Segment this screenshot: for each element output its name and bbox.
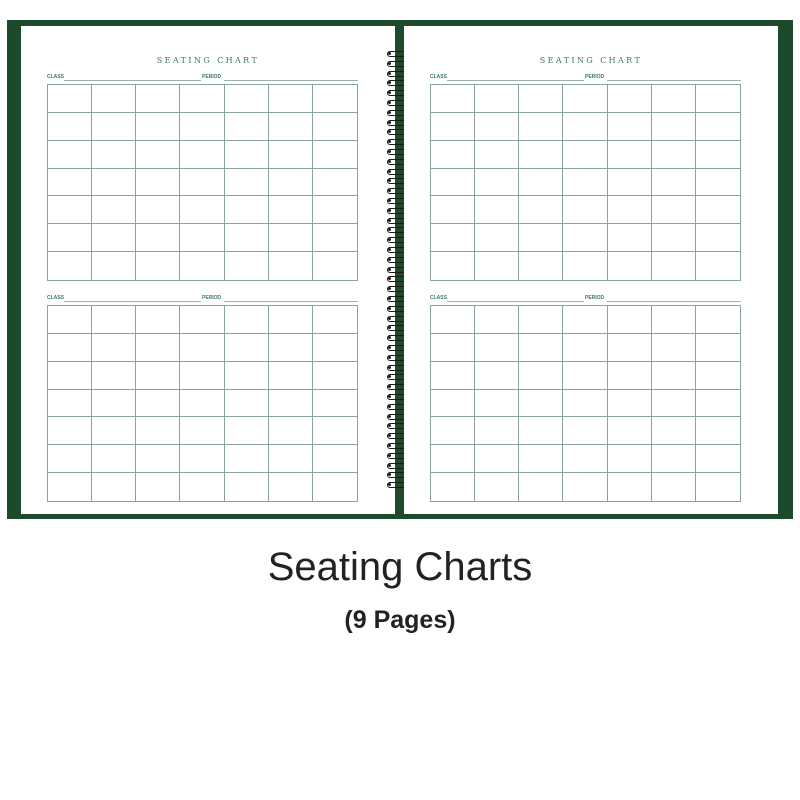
seat-cell [225,334,269,362]
seat-cell [48,306,92,334]
seat-cell [519,473,563,501]
seat-cell [431,224,475,252]
seat-cell [136,473,180,501]
seat-cell [180,224,224,252]
seat-cell [269,85,313,113]
seat-cell [48,390,92,418]
seat-cell [48,252,92,280]
seat-cell [563,306,607,334]
seat-cell [519,334,563,362]
seat-cell [563,196,607,224]
seat-cell [180,362,224,390]
seat-cell [652,141,696,169]
seat-cell [563,113,607,141]
seat-cell [431,390,475,418]
seat-cell [48,85,92,113]
seat-cell [180,85,224,113]
period-write-line [607,301,741,302]
seat-cell [475,306,519,334]
seat-cell [519,417,563,445]
seat-cell [225,362,269,390]
class-write-line [64,80,201,81]
seating-grid [47,305,358,502]
seat-cell [519,85,563,113]
seat-cell [180,417,224,445]
seat-cell [136,85,180,113]
seat-cell [652,169,696,197]
seat-cell [180,196,224,224]
seat-cell [431,445,475,473]
seat-cell [696,113,740,141]
seat-cell [92,306,136,334]
seat-cell [696,224,740,252]
seat-cell [563,390,607,418]
seat-cell [431,113,475,141]
class-label: CLASS [430,295,447,301]
seat-cell [431,169,475,197]
seat-cell [269,252,313,280]
seat-cell [48,141,92,169]
seat-cell [431,417,475,445]
seat-cell [608,169,652,197]
seat-cell [225,224,269,252]
seat-cell [48,334,92,362]
seat-cell [475,362,519,390]
seat-cell [225,141,269,169]
seat-cell [48,196,92,224]
seat-cell [92,196,136,224]
seat-cell [652,362,696,390]
seat-cell [608,334,652,362]
seat-cell [180,113,224,141]
seat-cell [92,224,136,252]
seat-cell [225,445,269,473]
period-write-line [607,80,741,81]
seat-cell [475,473,519,501]
seat-cell [431,252,475,280]
seat-cell [92,334,136,362]
seat-cell [608,85,652,113]
seat-cell [652,85,696,113]
seat-cell [696,445,740,473]
seat-cell [519,390,563,418]
class-label: CLASS [430,74,447,80]
seat-cell [608,362,652,390]
seat-cell [696,362,740,390]
seat-cell [431,141,475,169]
seat-cell [475,390,519,418]
seat-cell [92,390,136,418]
seat-cell [313,390,357,418]
seat-cell [92,169,136,197]
seat-cell [313,417,357,445]
seat-cell [92,362,136,390]
seat-cell [48,445,92,473]
caption-subtitle: (9 Pages) [344,606,456,634]
seat-cell [608,417,652,445]
seat-cell [475,334,519,362]
seat-cell [313,252,357,280]
seat-cell [475,169,519,197]
seat-cell [269,417,313,445]
seat-cell [431,85,475,113]
seat-cell [652,390,696,418]
seat-cell [563,445,607,473]
seat-cell [519,362,563,390]
seat-cell [180,445,224,473]
seat-cell [652,252,696,280]
seat-cell [136,141,180,169]
seat-cell [431,306,475,334]
seat-cell [225,196,269,224]
period-label: PERIOD [585,295,605,301]
seat-cell [136,417,180,445]
seat-cell [180,306,224,334]
seat-cell [652,445,696,473]
seat-cell [92,252,136,280]
seat-cell [269,306,313,334]
seat-cell [608,141,652,169]
seat-cell [225,113,269,141]
class-period-row [47,73,359,82]
class-label: CLASS [47,74,64,80]
seat-cell [225,85,269,113]
seat-cell [136,445,180,473]
seat-cell [92,85,136,113]
seat-cell [48,362,92,390]
seat-cell [269,224,313,252]
seat-cell [313,85,357,113]
seat-cell [563,224,607,252]
seat-cell [48,113,92,141]
seat-cell [519,252,563,280]
seat-cell [313,196,357,224]
seat-cell [652,196,696,224]
seat-cell [180,169,224,197]
seat-cell [180,473,224,501]
seating-grid [430,84,741,281]
seat-cell [475,113,519,141]
period-label: PERIOD [202,295,222,301]
seat-cell [225,473,269,501]
seat-cell [696,196,740,224]
seat-cell [269,141,313,169]
page-title: SEATING CHART [539,56,643,65]
seat-cell [269,196,313,224]
class-label: CLASS [47,295,64,301]
seat-cell [136,252,180,280]
seat-cell [608,224,652,252]
seat-cell [313,169,357,197]
seating-grid [430,305,741,502]
period-label: PERIOD [585,74,605,80]
seat-cell [608,390,652,418]
seat-cell [652,224,696,252]
seat-cell [136,390,180,418]
page-title: SEATING CHART [156,56,260,65]
seat-cell [519,196,563,224]
seat-cell [519,224,563,252]
seat-cell [475,445,519,473]
seat-cell [313,113,357,141]
seat-cell [563,417,607,445]
seat-cell [136,334,180,362]
seat-cell [519,169,563,197]
seat-cell [269,390,313,418]
class-period-row [47,294,359,303]
seat-cell [48,224,92,252]
seat-cell [313,224,357,252]
period-write-line [224,301,358,302]
period-label: PERIOD [202,74,222,80]
open-notebook [7,20,793,519]
seat-cell [313,306,357,334]
seat-cell [563,473,607,501]
seat-cell [519,113,563,141]
seating-grid [47,84,358,281]
seat-cell [563,334,607,362]
seat-cell [225,417,269,445]
seat-cell [563,169,607,197]
seat-cell [475,252,519,280]
caption-title: Seating Charts [267,545,533,589]
seat-cell [48,417,92,445]
seat-cell [475,417,519,445]
seat-cell [92,473,136,501]
seat-cell [180,141,224,169]
seat-cell [652,113,696,141]
seat-cell [136,224,180,252]
seat-cell [696,141,740,169]
seat-cell [313,445,357,473]
seat-cell [225,169,269,197]
seat-cell [48,473,92,501]
seat-cell [269,334,313,362]
seat-cell [608,445,652,473]
seat-cell [269,445,313,473]
right-page [404,26,778,514]
seat-cell [92,113,136,141]
seat-cell [696,169,740,197]
seat-cell [48,169,92,197]
class-write-line [447,80,584,81]
seat-cell [136,113,180,141]
seat-cell [519,445,563,473]
seat-cell [431,196,475,224]
seat-cell [225,306,269,334]
seat-cell [313,141,357,169]
seat-cell [608,252,652,280]
seat-cell [696,252,740,280]
seat-cell [652,473,696,501]
seat-cell [431,334,475,362]
seat-cell [652,417,696,445]
seat-cell [225,390,269,418]
seat-cell [696,85,740,113]
class-write-line [64,301,201,302]
seat-cell [563,141,607,169]
seat-cell [136,196,180,224]
seat-cell [696,390,740,418]
seat-cell [313,473,357,501]
class-write-line [447,301,584,302]
class-period-row [430,294,742,303]
period-write-line [224,80,358,81]
seat-cell [92,445,136,473]
seat-cell [608,306,652,334]
seat-cell [475,141,519,169]
seat-cell [608,113,652,141]
class-period-row [430,73,742,82]
seat-cell [652,334,696,362]
seat-cell [431,473,475,501]
seat-cell [269,362,313,390]
seat-cell [269,113,313,141]
seat-cell [180,334,224,362]
seat-cell [608,196,652,224]
seat-cell [608,473,652,501]
seat-cell [563,362,607,390]
seat-cell [136,306,180,334]
seat-cell [269,473,313,501]
seat-cell [519,141,563,169]
seat-cell [92,141,136,169]
seat-cell [696,334,740,362]
seat-cell [313,362,357,390]
seat-cell [563,252,607,280]
seat-cell [313,334,357,362]
seat-cell [92,417,136,445]
seat-cell [475,224,519,252]
seat-cell [136,169,180,197]
seat-cell [225,252,269,280]
left-page [21,26,395,514]
seat-cell [696,306,740,334]
seat-cell [696,473,740,501]
seat-cell [696,417,740,445]
seat-cell [519,306,563,334]
seat-cell [431,362,475,390]
seat-cell [136,362,180,390]
seat-cell [180,390,224,418]
seat-cell [475,85,519,113]
seat-cell [180,252,224,280]
seat-cell [652,306,696,334]
seat-cell [563,85,607,113]
seat-cell [475,196,519,224]
seat-cell [269,169,313,197]
